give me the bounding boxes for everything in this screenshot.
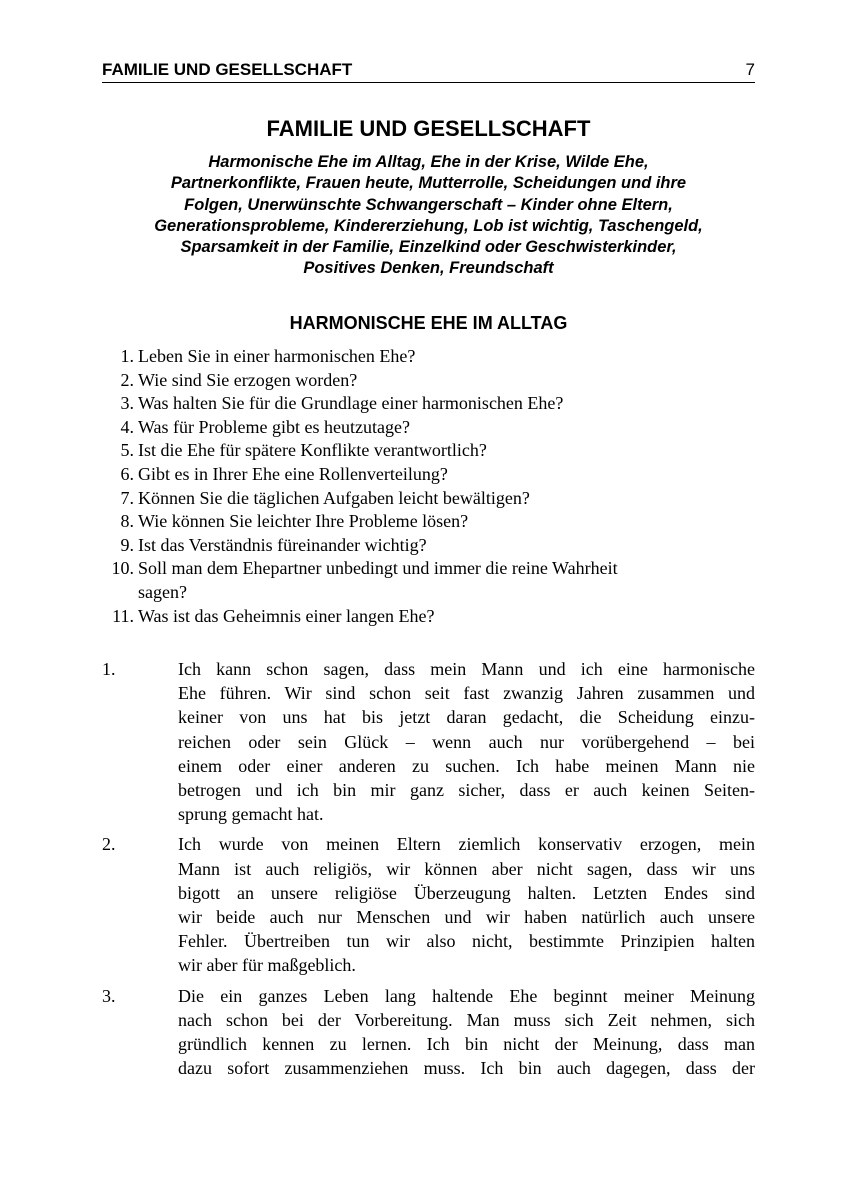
answer-line: nach schon bei der Vorbereitung. Man muss sich Zeit nehmen, sich xyxy=(178,1009,755,1030)
question-item xyxy=(102,487,755,511)
answer-number: 1. xyxy=(102,659,116,679)
question-number: 9. xyxy=(120,534,134,555)
question-number: 10. xyxy=(111,558,134,579)
question-number: 5. xyxy=(120,440,134,461)
answer-line: bigott an unsere religiöse Überzeugung halten. Letzten Endes sind xyxy=(178,882,755,903)
question-text: Können Sie die täglichen Aufgaben leicht bewältigen? xyxy=(138,487,530,508)
question-number: 1. xyxy=(120,346,134,366)
question-item xyxy=(102,345,755,369)
answer-line: einem oder einer anderen zu suchen. Ich habe meinen Mann nie xyxy=(178,755,755,776)
answer-line: Ich kann schon sagen, dass mein Mann und ich eine harmonische xyxy=(178,659,755,679)
question-text-continued: sagen? xyxy=(138,581,187,602)
answer-line: Ich wurde von meinen Eltern ziemlich konservativ erzogen, mein xyxy=(178,834,755,855)
question-text: Soll man dem Ehepartner unbedingt und immer die reine Wahrheit xyxy=(138,558,618,579)
answer-line: Ehe führen. Wir sind schon seit fast zwanzig Jahren zusammen und xyxy=(178,683,755,704)
question-item xyxy=(102,557,755,604)
question-text: Was halten Sie für die Grundlage einer harmonischen Ehe? xyxy=(138,393,564,414)
question-number: 11. xyxy=(112,605,134,626)
question-item xyxy=(102,534,755,558)
question-item xyxy=(102,392,755,416)
answer-line: wir beide auch nur Menschen und wir haben natürlich auch unsere xyxy=(178,907,755,928)
answer-paragraph xyxy=(102,657,755,826)
question-number: 3. xyxy=(120,393,134,414)
question-item xyxy=(102,416,755,440)
answer-line: Die ein ganzes Leben lang haltende Ehe beginnt meiner Meinung xyxy=(178,985,755,1006)
question-text: Ist die Ehe für spätere Konflikte verantwortlich? xyxy=(138,440,487,461)
subtitle-line: Generationsprobleme, Kindererziehung, Lob ist wichtig, Taschengeld, xyxy=(154,216,703,235)
subtitle-line: Harmonische Ehe im Alltag, Ehe in der Krise, Wilde Ehe, xyxy=(208,153,649,171)
subtitle-line: Positives Denken, Freundschaft xyxy=(303,259,554,278)
question-text: Wie können Sie leichter Ihre Probleme lösen? xyxy=(138,511,469,532)
question-item xyxy=(102,510,755,534)
subtitle-line: Partnerkonflikte, Frauen heute, Mutterrolle, Scheidungen und ihre xyxy=(170,174,687,193)
answer-line: Fehler. Übertreiben tun wir also nicht, bestimmte Prinzipien halten xyxy=(178,931,755,952)
running-title: FAMILIE UND GESELLSCHAFT xyxy=(102,60,353,79)
question-item xyxy=(102,439,755,463)
question-text: Wie sind Sie erzogen worden? xyxy=(138,369,358,390)
answer-line: dazu sofort zusammenziehen muss. Ich bin auch dagegen, dass der xyxy=(178,1058,755,1079)
answer-line: Mann ist auch religiös, wir können aber nicht sagen, dass wir uns xyxy=(178,858,755,879)
question-text: Ist das Verständnis füreinander wichtig? xyxy=(138,534,427,555)
answer-line: reichen oder sein Glück – wenn auch nur vorübergehend – bei xyxy=(178,731,755,752)
answer-paragraph xyxy=(102,984,755,1081)
chapter-title: FAMILIE UND GESELLSCHAFT xyxy=(266,116,591,141)
question-number: 8. xyxy=(120,511,134,532)
chapter-subtitle xyxy=(102,152,755,280)
answer-number: 2. xyxy=(102,834,116,855)
question-text: Gibt es in Ihrer Ehe eine Rollenverteilung? xyxy=(138,463,448,484)
question-item xyxy=(102,605,755,629)
question-text: Was ist das Geheimnis einer langen Ehe? xyxy=(138,605,435,626)
section-title: HARMONISCHE EHE IM ALLTAG xyxy=(289,313,568,333)
answer-list xyxy=(102,657,755,1086)
question-number: 4. xyxy=(120,416,134,437)
question-number: 7. xyxy=(120,487,134,508)
answer-number: 3. xyxy=(102,985,116,1006)
answer-line: betrogen und ich bin mir ganz sicher, dass er auch keinen Seiten- xyxy=(178,780,755,801)
question-number: 2. xyxy=(120,369,134,390)
question-list xyxy=(102,345,755,628)
question-number: 6. xyxy=(120,463,134,484)
question-text: Was für Probleme gibt es heutzutage? xyxy=(138,416,410,437)
question-item xyxy=(102,369,755,393)
answer-line: wir aber für maßgeblich. xyxy=(178,955,356,976)
running-header xyxy=(102,60,755,83)
answer-paragraph xyxy=(102,832,755,977)
answer-line: keiner von uns hat bis jetzt daran gedacht, die Scheidung einzu- xyxy=(178,707,755,728)
subtitle-line: Sparsamkeit in der Familie, Einzelkind oder Geschwisterkinder, xyxy=(180,238,677,257)
question-text: Leben Sie in einer harmonischen Ehe? xyxy=(138,346,416,366)
question-item xyxy=(102,463,755,487)
page-number: 7 xyxy=(745,60,755,79)
answer-line: sprung gemacht hat. xyxy=(178,804,324,825)
subtitle-line: Folgen, Unerwünschte Schwangerschaft – Kinder ohne Eltern, xyxy=(184,195,673,214)
answer-line: gründlich kennen zu lernen. Ich bin nicht der Meinung, dass man xyxy=(178,1034,755,1055)
